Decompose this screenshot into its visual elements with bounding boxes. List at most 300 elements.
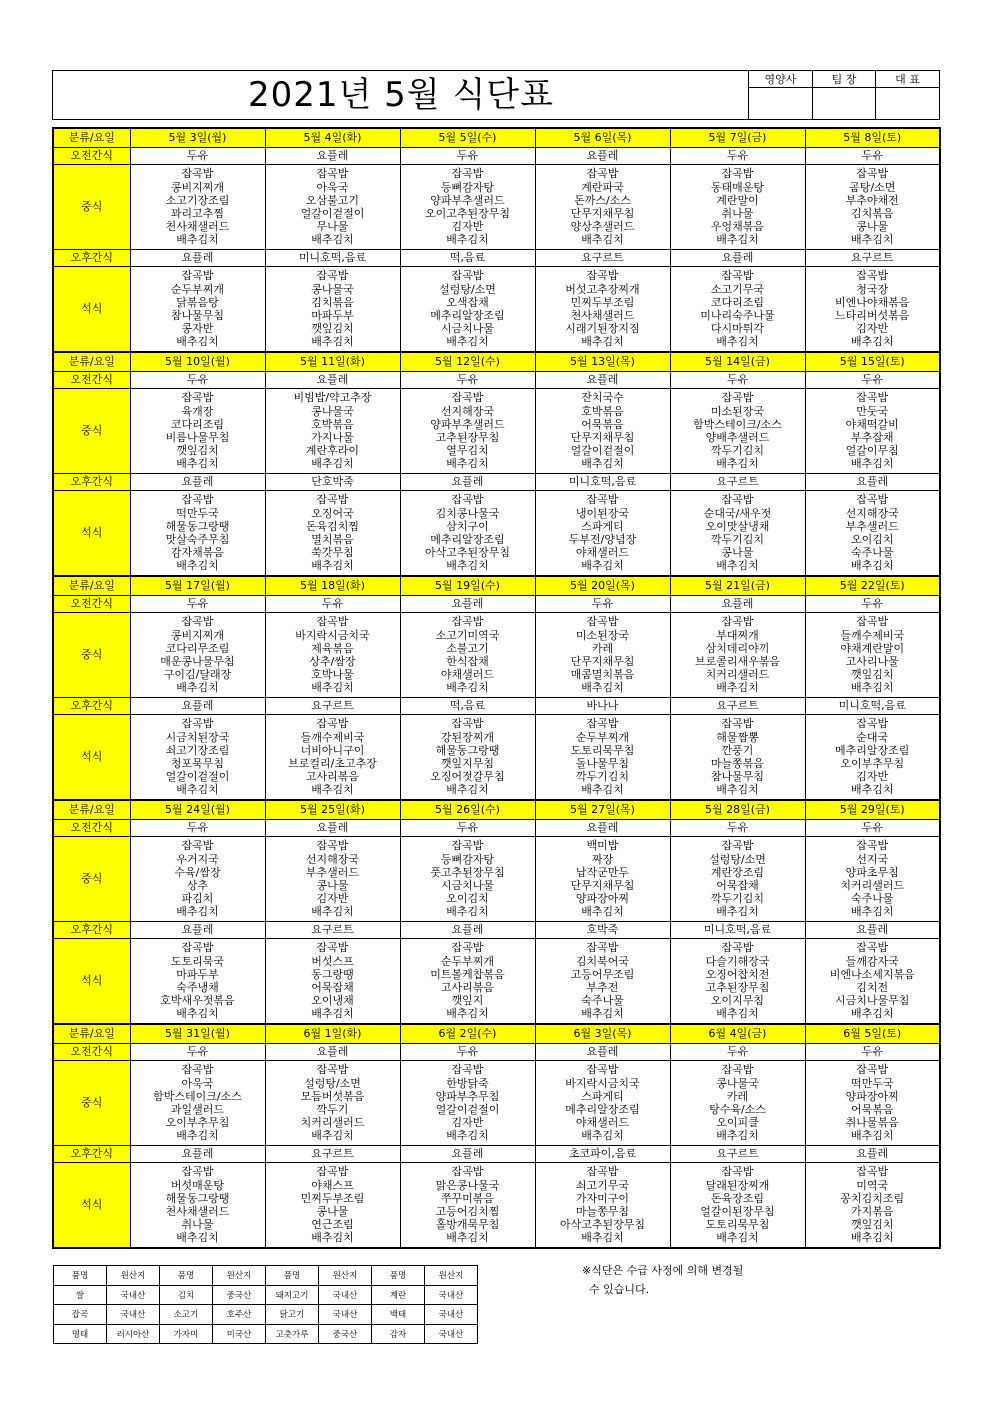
dish: 잡곡밥 — [586, 1165, 619, 1179]
dish: 깻잎김치 — [850, 668, 894, 682]
dish: 얼갈이무침 — [845, 444, 899, 458]
day-header: 5월 29일(토) — [805, 800, 940, 820]
morning_snack-label: 오전간식 — [53, 820, 130, 837]
dish: 들깨수제비국 — [300, 730, 365, 744]
dish: 제육볶음 — [311, 641, 354, 655]
dish: 민찌두부조림 — [300, 1191, 365, 1205]
lunch-cell — [805, 165, 940, 250]
dish: 김치볶음 — [850, 207, 894, 220]
dish: 배추김치 — [311, 559, 354, 573]
origin-cell: 고춧가루 — [266, 1324, 319, 1344]
origin-header: 품명 — [266, 1266, 319, 1286]
dish: 잡곡밥 — [586, 167, 619, 181]
dinner-cell — [670, 491, 805, 577]
dish: 한방닭죽 — [446, 1076, 489, 1090]
dish: 소고기무국 — [710, 282, 765, 296]
day-header: 5월 8일(토) — [805, 128, 940, 148]
dish: 배추김치 — [446, 1007, 489, 1021]
header-row — [53, 576, 940, 596]
dish: 배추김치 — [176, 681, 219, 695]
dish: 배추김치 — [850, 335, 894, 349]
dish: 잡곡밥 — [181, 269, 214, 283]
dish: 깻잎지 — [451, 994, 484, 1008]
dish: 잡곡밥 — [856, 391, 889, 405]
dish: 소고기미역국 — [435, 628, 500, 642]
dish: 시금치나물 — [440, 879, 495, 892]
morning_snack-cell: 두유 — [130, 596, 265, 613]
dish: 콩비지찌개 — [170, 180, 225, 194]
dish: 잡곡밥 — [721, 941, 754, 955]
afternoon_snack-cell: 미니호떡,음료 — [670, 922, 805, 939]
lunch-cell — [670, 389, 805, 474]
dish: 단무지채무침 — [570, 431, 635, 444]
dinner-cell — [400, 939, 535, 1025]
dish: 바지락시금치국 — [565, 1076, 640, 1090]
dish: 배추김치 — [311, 1129, 354, 1143]
dish: 백미밥 — [586, 839, 619, 853]
afternoon_snack-cell: 요플레 — [130, 250, 265, 267]
dish: 잡곡밥 — [856, 839, 889, 853]
dish: 배추김치 — [176, 335, 219, 349]
dish: 한식잡채 — [446, 655, 489, 668]
dish: 돈까스/소스 — [574, 193, 631, 207]
dish: 꽈리고추찜 — [170, 207, 225, 220]
afternoon_snack-cell: 초코파이,음료 — [535, 1146, 670, 1163]
dish: 취나물 — [181, 1218, 214, 1232]
dish: 콩자반 — [181, 322, 214, 336]
lunch-row — [53, 165, 940, 250]
dish: 어묵볶음 — [850, 1103, 894, 1116]
dish: 쇠고기장조림 — [165, 743, 230, 757]
dish: 배추김치 — [716, 559, 759, 573]
origin-header: 품명 — [160, 1266, 213, 1286]
dinner-label: 석식 — [53, 491, 130, 577]
dinner-row — [53, 267, 940, 353]
dish: 등뼈감자탕 — [440, 852, 495, 866]
header-label: 분류/요일 — [53, 576, 130, 596]
morning_snack-cell: 두유 — [805, 148, 940, 165]
afternoon_snack-cell: 요플레 — [130, 698, 265, 715]
dish: 잡곡밥 — [856, 167, 889, 181]
dinner-cell — [670, 715, 805, 801]
dish: 탕수육/소스 — [709, 1103, 766, 1116]
dish: 배추김치 — [716, 1231, 759, 1245]
lunch-label: 중식 — [53, 389, 130, 474]
dish: 잡곡밥 — [721, 717, 754, 731]
dish: 잡곡밥 — [181, 941, 214, 955]
dish: 깍두기김치 — [710, 892, 765, 906]
dish: 마파두부 — [176, 967, 219, 981]
dish: 버섯고추장찌개 — [565, 282, 640, 296]
dish: 쭈꾸미볶음 — [440, 1191, 495, 1205]
dish: 부추전 — [586, 981, 619, 994]
origin-cell: 미국산 — [213, 1324, 266, 1344]
dinner-cell — [130, 715, 265, 801]
dish: 청포묵무침 — [170, 757, 225, 770]
dish: 배추김치 — [311, 905, 354, 919]
morning_snack-cell: 요플레 — [535, 1044, 670, 1061]
lunch-cell — [400, 613, 535, 698]
dish: 호박볶음 — [311, 417, 354, 431]
dinner-cell — [535, 715, 670, 801]
dish: 잡곡밥 — [586, 493, 619, 507]
lunch-cell — [265, 389, 400, 474]
dish: 무나물 — [316, 220, 349, 234]
dish: 잡곡밥 — [316, 269, 349, 283]
dish: 오이지무침 — [710, 994, 765, 1008]
morning_snack-label: 오전간식 — [53, 596, 130, 613]
dish: 치커리샐러드 — [705, 668, 770, 682]
dish: 홀방개묵무침 — [435, 1218, 500, 1232]
dish: 매콤멸치볶음 — [570, 668, 635, 682]
dinner-row — [53, 939, 940, 1025]
dish: 잡곡밥 — [451, 941, 484, 955]
dish: 배추김치 — [850, 233, 894, 247]
dish: 배추김치 — [176, 233, 219, 247]
day-header: 5월 22일(토) — [805, 576, 940, 596]
morning_snack-cell: 두유 — [535, 596, 670, 613]
origin-cell: 국내산 — [425, 1305, 478, 1325]
dish: 배추김치 — [176, 559, 219, 573]
dish: 잡곡밥 — [316, 167, 349, 181]
dish: 야채스프 — [311, 1178, 354, 1192]
dish: 잡곡밥 — [316, 941, 349, 955]
afternoon_snack-label: 오후간식 — [53, 1146, 130, 1163]
dish: 잡곡밥 — [316, 1063, 349, 1077]
dish: 등뼈감자탕 — [440, 180, 495, 194]
origin-cell: 국내산 — [107, 1285, 160, 1305]
dinner-cell — [805, 267, 940, 353]
dish: 스파게티 — [581, 519, 624, 533]
dish: 감자채볶음 — [170, 546, 225, 560]
dish: 깻잎김치 — [311, 322, 354, 336]
afternoon_snack-cell: 미니호떡,음료 — [805, 698, 940, 715]
dish: 배추김치 — [446, 559, 489, 573]
header-row — [53, 128, 940, 148]
morning_snack-cell: 요플레 — [265, 148, 400, 165]
dish: 콩나물국 — [311, 404, 354, 418]
day-header: 5월 7일(금) — [670, 128, 805, 148]
dinner-cell — [805, 715, 940, 801]
morning_snack-row — [53, 596, 940, 613]
dish: 부추잡채 — [850, 431, 894, 444]
afternoon_snack-label: 오후간식 — [53, 250, 130, 267]
menu-table — [52, 127, 941, 1249]
dish: 해물동그랑땡 — [165, 519, 230, 533]
dish: 시금치나물무침 — [835, 994, 910, 1008]
origin-cell: 계란 — [372, 1285, 425, 1305]
dish: 메추리알장조림 — [430, 309, 505, 322]
morning_snack-cell: 두유 — [805, 820, 940, 837]
header-row — [53, 1024, 940, 1044]
dish: 우엉채볶음 — [710, 220, 765, 234]
dish: 잡곡밥 — [721, 493, 754, 507]
dinner-row — [53, 715, 940, 801]
dish: 잡곡밥 — [316, 717, 349, 731]
dish: 배추김치 — [446, 905, 489, 919]
dish: 메추리알장조림 — [565, 1103, 640, 1116]
dish: 잡곡밥 — [856, 1165, 889, 1179]
dish: 순두부찌개 — [440, 954, 495, 968]
afternoon_snack-cell: 요플레 — [130, 922, 265, 939]
origin-header: 원산지 — [319, 1266, 372, 1286]
dinner-cell — [265, 267, 400, 353]
notice — [582, 1261, 743, 1299]
dish: 시금치된장국 — [165, 730, 230, 744]
dish: 잡곡밥 — [856, 941, 889, 955]
dish: 오징어찹치전 — [705, 967, 770, 981]
dish: 배추김치 — [716, 335, 759, 349]
morning_snack-cell: 두유 — [130, 820, 265, 837]
dish: 선지해장국 — [845, 506, 899, 520]
day-header: 5월 11일(화) — [265, 352, 400, 372]
dinner-cell — [805, 1163, 940, 1249]
day-header: 5월 20일(목) — [535, 576, 670, 596]
dish: 열무김치 — [446, 444, 489, 458]
dish: 배추김치 — [176, 1231, 219, 1245]
dish: 부추샐러드 — [845, 519, 899, 533]
dish: 부대찌개 — [716, 628, 759, 642]
dish: 코다리무조림 — [165, 641, 230, 655]
dish: 야채샐러드 — [440, 668, 495, 682]
morning_snack-row — [53, 148, 940, 165]
dish: 배추김치 — [446, 681, 489, 695]
day-header: 5월 31일(월) — [130, 1024, 265, 1044]
dish: 설렁탕/소면 — [709, 852, 766, 866]
origin-cell: 국내산 — [107, 1305, 160, 1325]
dish: 배추김치 — [446, 457, 489, 471]
morning_snack-cell: 두유 — [670, 148, 805, 165]
dish: 어묵볶음 — [581, 417, 624, 431]
lunch-label: 중식 — [53, 613, 130, 698]
dish: 다슬기해장국 — [705, 954, 770, 968]
dish: 배추김치 — [850, 681, 894, 695]
dish: 만둣국 — [856, 404, 889, 418]
afternoon_snack-cell: 요구르트 — [265, 922, 400, 939]
origin-cell: 중국산 — [213, 1285, 266, 1305]
morning_snack-cell: 요플레 — [535, 372, 670, 389]
dish: 고추된장무침 — [705, 981, 770, 994]
day-header: 5월 4일(화) — [265, 128, 400, 148]
dish: 잡곡밥 — [856, 1063, 889, 1077]
dish: 깻잎김치 — [176, 444, 219, 458]
lunch-cell — [130, 165, 265, 250]
dish: 배추김치 — [311, 1231, 354, 1245]
dish: 들깨감자국 — [845, 954, 899, 968]
dish: 계란말이 — [716, 193, 759, 207]
day-header: 5월 26일(수) — [400, 800, 535, 820]
dinner-row — [53, 491, 940, 577]
dinner-cell — [130, 267, 265, 353]
dinner-cell — [130, 491, 265, 577]
afternoon_snack-cell: 요구르트 — [805, 250, 940, 267]
dish: 연근조림 — [311, 1218, 354, 1232]
dinner-cell — [130, 939, 265, 1025]
header-label: 분류/요일 — [53, 352, 130, 372]
dish: 잡곡밥 — [181, 717, 214, 731]
dish: 배추김치 — [716, 1007, 759, 1021]
origin-cell: 러시아산 — [107, 1324, 160, 1344]
header-row — [53, 800, 940, 820]
day-header: 6월 5일(토) — [805, 1024, 940, 1044]
dish: 깍두기김치 — [710, 444, 765, 458]
dish: 깍두기김치 — [575, 770, 630, 784]
afternoon_snack-cell: 요구르트 — [670, 698, 805, 715]
dish: 얼갈이겉절이 — [165, 770, 230, 784]
lunch-cell — [130, 613, 265, 698]
day-header: 6월 2일(수) — [400, 1024, 535, 1044]
dish: 잡곡밥 — [586, 717, 619, 731]
dish: 브로콜리새우볶음 — [694, 655, 780, 668]
lunch-cell — [130, 837, 265, 922]
dish: 야채떡갈비 — [845, 417, 899, 431]
lunch-label: 중식 — [53, 1061, 130, 1146]
dish: 비엔나야채볶음 — [835, 295, 910, 309]
dish: 배추김치 — [311, 681, 354, 695]
dinner-cell — [265, 1163, 400, 1249]
lunch-cell — [670, 837, 805, 922]
dish: 야채계란말이 — [840, 641, 905, 655]
dish: 잡곡밥 — [451, 391, 484, 405]
dish: 양파부추샐러드 — [430, 417, 505, 431]
dish: 콩나물국 — [311, 282, 354, 296]
afternoon_snack-cell: 요플레 — [805, 922, 940, 939]
dish: 배추김치 — [311, 335, 354, 349]
afternoon_snack-cell: 요플레 — [400, 1146, 535, 1163]
dinner-cell — [400, 491, 535, 577]
day-header: 5월 27일(목) — [535, 800, 670, 820]
dinner-row — [53, 1163, 940, 1249]
dish: 배추김치 — [446, 783, 489, 797]
dish: 오이김치 — [850, 533, 894, 546]
afternoon_snack-cell: 요플레 — [400, 922, 535, 939]
origin-cell: 국내산 — [425, 1324, 478, 1344]
dish: 김자반 — [856, 322, 889, 336]
day-header: 6월 3일(목) — [535, 1024, 670, 1044]
dish: 수육/쌈장 — [174, 865, 221, 879]
dish: 부추야채전 — [845, 193, 899, 207]
header-label: 분류/요일 — [53, 128, 130, 148]
dish: 콩나물 — [721, 546, 754, 560]
dish: 오이부추무침 — [840, 757, 905, 770]
dish: 아삭고추된장무침 — [424, 546, 510, 560]
dish: 상추 — [186, 879, 209, 892]
dish: 김치볶음 — [311, 295, 354, 309]
origin-header: 품명 — [54, 1266, 107, 1286]
dinner-cell — [535, 267, 670, 353]
afternoon_snack-cell: 요플레 — [130, 1146, 265, 1163]
header-row — [53, 352, 940, 372]
dinner-cell — [670, 939, 805, 1025]
dish: 잡곡밥 — [586, 615, 619, 629]
dish: 단무지채무침 — [570, 655, 635, 668]
dish: 콩나물 — [316, 1205, 349, 1218]
origin-header: 원산지 — [107, 1266, 160, 1286]
dish: 배추김치 — [850, 783, 894, 797]
origin-cell: 국내산 — [319, 1305, 372, 1325]
dish: 달래된장찌개 — [705, 1178, 770, 1192]
origin-cell: 잡곡 — [54, 1305, 107, 1325]
dish: 김치콩나물국 — [435, 506, 500, 520]
header-label: 분류/요일 — [53, 800, 130, 820]
dish: 너비아니구이 — [300, 743, 365, 757]
origin-cell: 명태 — [54, 1324, 107, 1344]
dish: 오색잡채 — [446, 295, 489, 309]
dish: 코다리조림 — [710, 295, 765, 309]
origin-row — [54, 1324, 478, 1344]
day-header: 5월 13일(목) — [535, 352, 670, 372]
header-label: 분류/요일 — [53, 1024, 130, 1044]
dish: 꽁치김치조림 — [840, 1191, 905, 1205]
dish: 가지나물 — [311, 431, 354, 444]
dish: 잡곡밥 — [856, 717, 889, 731]
afternoon_snack-row — [53, 922, 940, 939]
dish: 선지해장국 — [305, 852, 360, 866]
origin-cell: 소고기 — [160, 1305, 213, 1325]
dish: 순두부찌개 — [575, 730, 630, 744]
dish: 깐풍기 — [721, 743, 754, 757]
dinner-cell — [265, 939, 400, 1025]
dish: 청국장 — [856, 282, 889, 296]
afternoon_snack-cell: 요구르트 — [535, 250, 670, 267]
dish: 순두부찌개 — [170, 282, 225, 296]
approval-sign-nutritionist — [749, 88, 812, 119]
day-header: 5월 12일(수) — [400, 352, 535, 372]
dish: 치커리샐러드 — [840, 879, 905, 892]
dish: 미역국 — [856, 1178, 889, 1192]
afternoon_snack-row — [53, 1146, 940, 1163]
dish: 두부전/양념장 — [568, 533, 637, 546]
origin-cell: 중국산 — [319, 1324, 372, 1344]
dish: 상추/쌈장 — [309, 655, 356, 668]
dish: 떡만두국 — [176, 506, 219, 520]
dish: 오이피클 — [716, 1116, 759, 1130]
morning_snack-row — [53, 820, 940, 837]
dish: 배추김치 — [850, 559, 894, 573]
dish: 배추김치 — [311, 1007, 354, 1021]
origin-row — [54, 1285, 478, 1305]
dish: 도토리묵무침 — [705, 1218, 770, 1232]
dish: 천사채샐러드 — [165, 1205, 230, 1218]
lunch-cell — [265, 1061, 400, 1146]
lunch-cell — [130, 389, 265, 474]
dish: 김자반 — [451, 1116, 484, 1130]
dish: 숙주나물 — [850, 546, 894, 560]
dish: 가자미구이 — [575, 1191, 630, 1205]
dish: 천사채샐러드 — [165, 220, 230, 234]
dish: 오징어국 — [311, 506, 354, 520]
lunch-cell — [535, 1061, 670, 1146]
dish: 해물짬뽕 — [716, 730, 759, 744]
dish: 오삼불고기 — [305, 193, 360, 207]
afternoon_snack-row — [53, 474, 940, 491]
lunch-cell — [670, 613, 805, 698]
dish: 느타리버섯볶음 — [835, 309, 910, 322]
morning_snack-cell: 두유 — [670, 1044, 805, 1061]
dish: 강된장찌개 — [440, 730, 495, 744]
dish: 깍두기김치 — [710, 533, 765, 546]
dish: 잡곡밥 — [586, 269, 619, 283]
lunch-cell — [400, 837, 535, 922]
origin-cell: 김치 — [160, 1285, 213, 1305]
afternoon_snack-cell: 호박죽 — [535, 922, 670, 939]
dish: 잡곡밥 — [721, 615, 754, 629]
dish: 도토리묵국 — [170, 954, 225, 968]
afternoon_snack-cell: 떡,음료 — [400, 250, 535, 267]
day-header: 5월 21일(금) — [670, 576, 805, 596]
morning_snack-cell: 두유 — [400, 1044, 535, 1061]
dish: 맑은콩나물국 — [435, 1178, 500, 1192]
